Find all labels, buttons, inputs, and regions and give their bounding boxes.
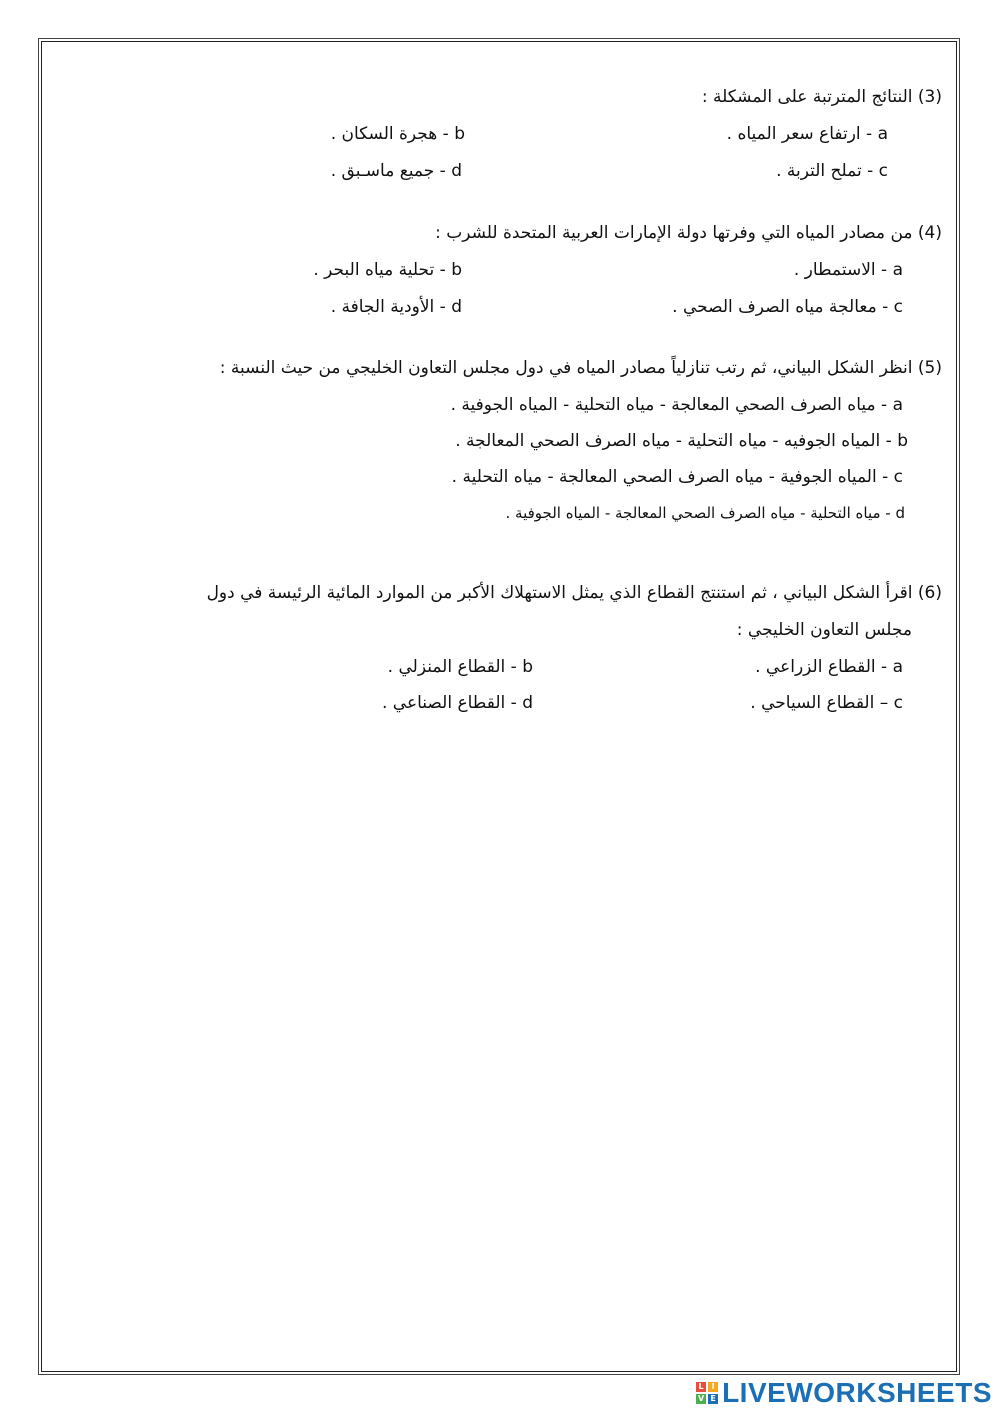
option-text: – القطاع السياحي . <box>750 693 889 713</box>
question-number: (3) <box>917 87 942 107</box>
question-number: (6) <box>917 583 942 603</box>
liveworksheets-logo[interactable] <box>696 1377 992 1409</box>
q5-option-d[interactable] <box>505 504 905 522</box>
q4-option-c[interactable] <box>672 297 903 317</box>
option-text: - القطاع الصناعي . <box>382 693 517 713</box>
question-text: النتائج المترتبة على المشكلة : <box>701 87 913 107</box>
option-letter: b <box>897 431 908 451</box>
question-4 <box>435 223 942 243</box>
option-letter: d <box>451 297 462 317</box>
question-text: اقرأ الشكل البياني ، ثم استنتج القطاع الذي يمثل الاستهلاك الأكبر من الموارد المائية الرئيسة في دول <box>206 583 913 603</box>
q5-option-c[interactable] <box>452 467 903 487</box>
option-text: - المياه الجوفية - مياه الصرف الصحي المعالجة - مياه التحلية . <box>451 467 889 487</box>
option-letter: a <box>877 124 888 144</box>
q3-option-c[interactable] <box>776 161 888 181</box>
q6-option-c[interactable] <box>750 693 903 713</box>
option-letter: c <box>893 467 903 487</box>
question-text: انظر الشكل البياني، ثم رتب تنازلياً مصادر المياه في دول مجلس التعاون الخليجي من حيث النسبة : <box>219 358 913 378</box>
option-letter: b <box>454 124 465 144</box>
option-text: - جميع ماسـبق . <box>330 161 446 181</box>
option-letter: c <box>893 297 903 317</box>
q5-option-b[interactable] <box>455 431 908 451</box>
q5-option-a[interactable] <box>451 395 903 415</box>
q4-option-d[interactable] <box>331 297 462 317</box>
q3-option-d[interactable] <box>331 161 462 181</box>
q4-option-a[interactable] <box>794 260 903 280</box>
option-letter: c <box>893 693 903 713</box>
logo-icon <box>696 1382 718 1404</box>
q3-option-b[interactable] <box>331 124 465 144</box>
option-text: - معالجة مياه الصرف الصحي . <box>672 297 889 317</box>
option-text: - ارتفاع سعر المياه . <box>726 124 873 144</box>
question-5 <box>220 358 942 378</box>
option-text: - المياه الجوفيه - مياه التحلية - مياه الصرف الصحي المعالجة . <box>455 431 892 451</box>
logo-letter: V <box>697 1394 705 1403</box>
option-letter: d <box>522 693 533 713</box>
option-text: - القطاع المنزلي . <box>387 657 517 677</box>
logo-letter: E <box>708 1394 718 1404</box>
option-letter: a <box>892 395 903 415</box>
option-letter: d <box>895 504 905 522</box>
question-text: مجلس التعاون الخليجي : <box>736 620 912 640</box>
option-text: - القطاع الزراعي . <box>755 657 888 677</box>
brand-name: LIVEWORKSHEETS <box>722 1377 992 1408</box>
q3-option-a[interactable] <box>727 124 888 144</box>
option-text: - الأودية الجافة . <box>330 297 446 317</box>
option-text: - مياه التحلية - مياه الصرف الصحي المعالجة - المياه الجوفية . <box>505 504 891 522</box>
option-letter: b <box>522 657 533 677</box>
question-text: من مصادر المياه التي وفرتها دولة الإمارات العربية المتحدة للشرب : <box>435 223 913 243</box>
option-text: - هجرة السكان . <box>330 124 449 144</box>
option-letter: a <box>892 657 903 677</box>
question-6-continuation <box>737 620 912 640</box>
question-6 <box>207 583 942 603</box>
option-text: - تملح التربة . <box>776 161 874 181</box>
q6-option-b[interactable] <box>388 657 533 677</box>
question-3 <box>702 87 942 107</box>
option-letter: b <box>451 260 462 280</box>
option-text: - تحلية مياه البحر . <box>313 260 446 280</box>
question-number: (4) <box>917 223 942 243</box>
option-letter: c <box>878 161 888 181</box>
q6-option-d[interactable] <box>382 693 533 713</box>
option-letter: a <box>892 260 903 280</box>
option-letter: d <box>451 161 462 181</box>
question-number: (5) <box>917 358 942 378</box>
option-text: - مياه الصرف الصحي المعالجة - مياه التحلية - المياه الجوفية . <box>450 395 888 415</box>
q4-option-b[interactable] <box>313 260 462 280</box>
q6-option-a[interactable] <box>755 657 903 677</box>
option-text: - الاستمطار . <box>793 260 888 280</box>
logo-letter: L <box>696 1382 706 1392</box>
logo-letter: I <box>708 1382 718 1392</box>
